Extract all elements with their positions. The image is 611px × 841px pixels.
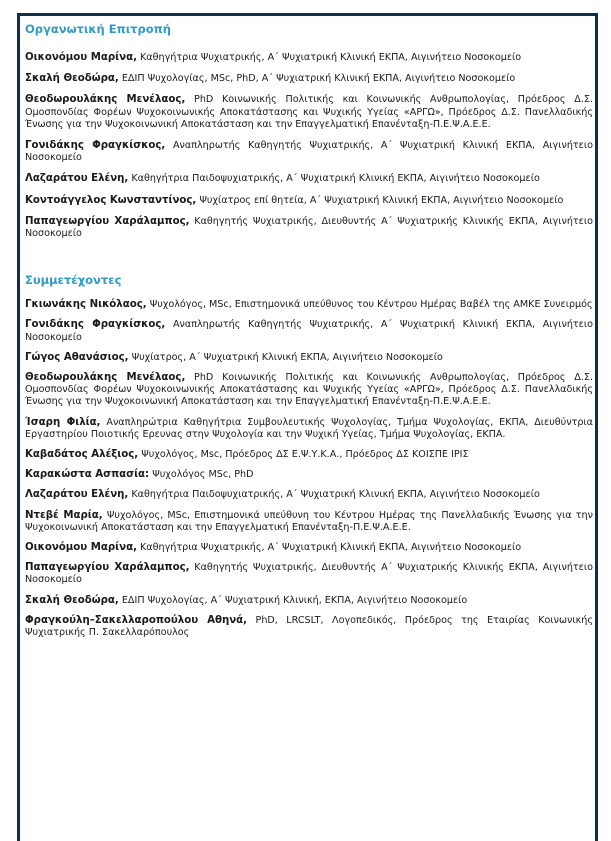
person-name: Φραγκούλη–Σακελλαροπούλου Αθηνά, [25,614,248,626]
person-name: Γονιδάκης Φραγκίσκος, [25,140,166,152]
person-name: Λαζαράτου Ελένη, [25,489,129,501]
person-entry [25,595,593,607]
person-description: Ψυχίατρος επί θητεία, Α΄ Ψυχιατρική Κλινική ΕΚΠΑ, Αιγινήτειο Νοσοκομείο [199,194,564,206]
person-entry [25,489,593,501]
person-entry [25,319,593,343]
person-entry [25,216,593,240]
person-description: Καθηγήτρια Παιδοψυχιατρικής, Α΄ Ψυχιατρική Κλινική ΕΚΠΑ, Αιγινήτειο Νοσοκομείο [131,173,540,185]
person-description: Αναπληρωτής Καθηγητής Ψυχιατρικής, Α΄ Ψυχιατρική Κλινική ΕΚΠΑ, Αιγινήτειο Νοσοκομείο [25,319,593,343]
person-description: Καθηγήτρια Ψυχιατρικής, Α΄ Ψυχιατρική Κλινική ΕΚΠΑ, Αιγινήτειο Νοσοκομείο [140,52,522,63]
person-entry [25,73,593,85]
participants-list [25,299,593,639]
person-name: Καβαδάτος Αλέξιος, [25,449,139,461]
person-entry [25,140,593,164]
person-entry [25,195,593,207]
person-entry [25,299,593,311]
person-name: Λαζαράτου Ελένη, [25,173,129,185]
person-description: Ψυχίατρος, Α΄ Ψυχιατρική Κλινική ΕΚΠΑ, Αιγινήτειο Νοσοκομείο [131,351,443,363]
person-description: Ψυχολόγος, MSc, Επιστημονικά υπεύθυνη του Κέντρου Ημέρας της Πανελλαδικής Ένωσης για την Ψυχοκοινωνική Αποκατάσταση και την Επαγγελματική Επανένταξη-Π.Ε.Ψ.Α.Ε.Ε. [25,509,593,533]
person-name: Ντεβέ Μαρία, [25,509,103,521]
person-description: Καθηγήτρια Παιδοψυχιατρικής, Α΄ Ψυχιατρική Κλινική ΕΚΠΑ, Αιγινήτειο Νοσοκομείο [131,489,540,501]
person-entry [25,173,593,185]
person-entry [25,94,593,131]
person-entry [25,542,593,554]
person-entry [25,469,593,481]
person-name: Θεοδωρουλάκης Μενέλαος, [25,94,186,106]
person-description: Καθηγήτρια Ψυχιατρικής, Α΄ Ψυχιατρική Κλινική ΕΚΠΑ, Αιγινήτειο Νοσοκομείο [140,542,522,554]
person-entry [25,352,593,364]
person-description: PhD, LRCSLT, Λογοπεδικός, Πρόεδρος της Εταιρίας Κοινωνικής Ψυχιατρικής Π. Σακελλαρόπουλος [25,614,593,639]
person-name: Ίσαρη Φιλία, [25,416,101,428]
person-entry [25,562,593,586]
person-name: Οικονόμου Μαρίνα, [25,52,137,63]
person-description: Αναπληρώτρια Καθηγήτρια Συμβουλευτικής Ψυχολογίας, Τμήμα Ψυχολογίας, ΕΚΠΑ, Διευθύντρια Εργαστηρίου Ποιοτικής Ερευνας στην Ψυχολογία και την Ψυχική Υγείας, Τμήμα Ψυχολογίας, ΕΚΠΑ. [25,416,593,440]
person-name: Γώγος Αθανάσιος, [25,351,129,363]
person-name: Θεοδωρουλάκης Μενέλαος, [25,372,186,384]
person-entry [25,52,593,64]
person-description: PhD Κοινωνικής Πολιτικής και Κοινωνικής Ανθρωπολογίας, Πρόεδρος Δ.Σ. Ομοσπονδίας Φορέων Ψυχοκοινωνικής Αποκατάστασης και Ψυχικής Υγείας «ΑΡΓΩ», Πρόεδρος Δ.Σ. Πανελλαδικής Ένωσης για την Ψυχοκοινωνική Αποκατάσταση και την Επαγγελματική Επανένταξη-Π.Ε.Ψ.Α.Ε.Ε. [25,94,593,130]
organizing-committee-title: Οργανωτική Επιτροπή [25,22,171,36]
person-name: Γκιωνάκης Νικόλαος, [25,299,147,311]
person-name: Σκαλή Θεοδώρα, [25,594,119,606]
participants-title: Συμμετέχοντες [25,273,122,288]
person-description: ΕΔΙΠ Ψυχολογίας, Α΄ Ψυχιατρική Κλινική, ΕΚΠΑ, Αιγινήτειο Νοσοκομείο [121,594,468,606]
person-description: Αναπληρωτής Καθηγητής Ψυχιατρικής, Α΄ Ψυχιατρική Κλινική ΕΚΠΑ, Αιγινήτειο Νοσοκομείο [25,140,593,164]
person-name: Σκαλή Θεοδώρα, [25,73,119,85]
person-description: ΕΔΙΠ Ψυχολογίας, MSc, PhD, Α΄ Ψυχιατρική Κλινική ΕΚΠΑ, Αιγινήτειο Νοσοκομείο [121,73,516,85]
person-name: Κοντοάγγελος Κωνσταντίνος, [25,194,197,206]
person-description: Ψυχολόγος, Msc, Πρόεδρος ΔΣ Ε.Ψ.Υ.Κ.Α., Πρόεδρος ΔΣ ΚΟΙΣΠΕ ΙΡΙΣ [141,449,469,461]
person-name: Οικονόμου Μαρίνα, [25,542,137,554]
participants-section [25,273,593,639]
person-entry [25,372,593,409]
person-entry [25,615,593,639]
person-description: Ψυχολόγος MSc, PhD [152,469,254,481]
person-name: Παπαγεωργίου Χαράλαμπος, [25,562,190,574]
person-description: Ψυχολόγος, MSc, Επιστημονικά υπεύθυνος του Κέντρου Ημέρας Βαβέλ της ΑΜΚΕ Συνειρμός [149,299,593,311]
person-entry [25,510,593,534]
person-name: Καρακώστα Ασπασία: [25,469,150,481]
organizing-committee-list [25,52,593,240]
person-description: PhD Κοινωνικής Πολιτικής και Κοινωνικής Ανθρωπολογίας, Πρόεδρος Δ.Σ. Ομοσπονδίας Φορέων Ψυχοκοινωνικής Αποκατάστασης και Ψυχικής Υγείας «ΑΡΓΩ», Πρόεδρος Δ.Σ. Πανελλαδικής Ένωσης για την Ψυχοκοινωνική Αποκατάσταση και την Επαγγελματική Επανένταξη-Π.Ε.Ψ.Α.Ε.Ε. [25,372,593,408]
person-name: Γονιδάκης Φραγκίσκος, [25,319,166,331]
person-description: Καθηγητής Ψυχιατρικής, Διευθυντής Α΄ Ψυχιατρικής Κλινικής ΕΚΠΑ, Αιγινήτειο Νοσοκομείο [25,215,593,240]
person-description: Καθηγητής Ψυχιατρικής, Διευθυντής Α΄ Ψυχιατρικής Κλινικής ΕΚΠΑ, Αιγινήτειο Νοσοκομείο [25,562,593,586]
person-entry [25,449,593,461]
person-name: Παπαγεωργίου Χαράλαμπος, [25,215,190,227]
person-entry [25,417,593,441]
document-content [25,22,593,647]
